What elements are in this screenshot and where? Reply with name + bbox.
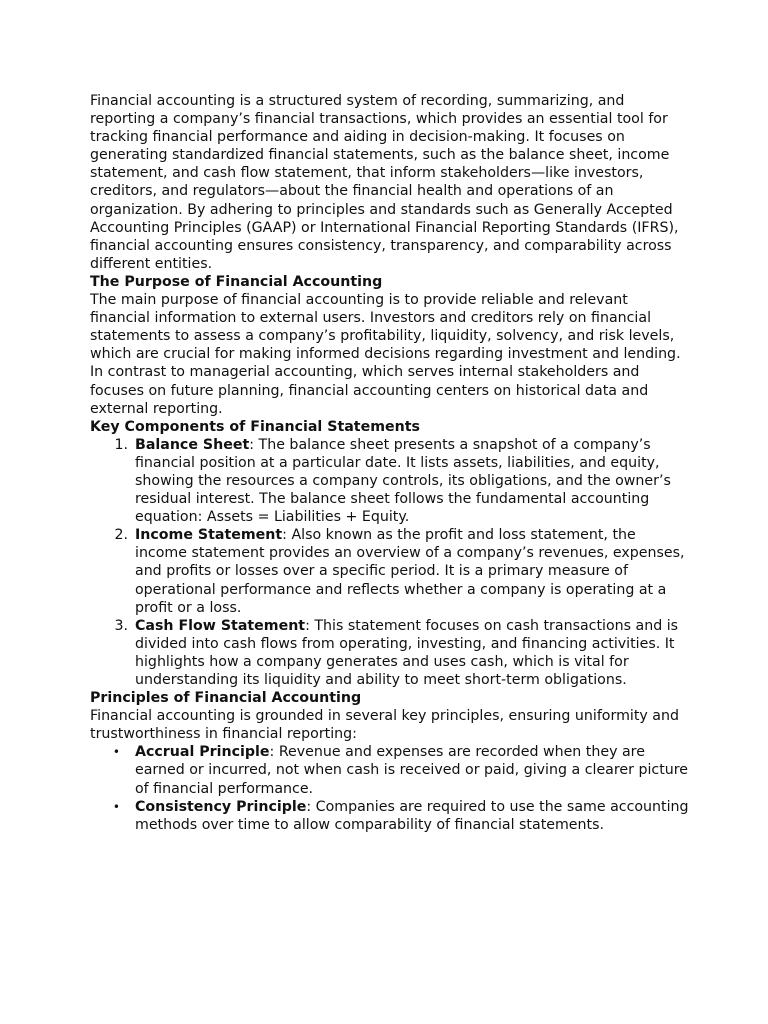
list-item (90, 798, 690, 834)
list-number: 3. (114, 617, 128, 634)
purpose-heading: The Purpose of Financial Accounting (90, 273, 383, 290)
bullet-icon: • (112, 745, 120, 760)
item-term: Income Statement (135, 527, 283, 544)
item-term: Balance Sheet (135, 436, 250, 453)
principles-intro: Financial accounting is grounded in several key principles, ensuring uniformity and trustworthiness in financial reporting: (90, 708, 679, 743)
intro-paragraph: Financial accounting is a structured system of recording, summarizing, and reporting a company’s financial transactions, which provides an essential tool for tracking financial performance and aiding in decision-making. It focuses on generating standardized financial statements, such as the balance sheet, income statement, and cash flow statement, that inform stakeholders—like investors, creditors, and regulators—about the financial health and operations of an organization. By adhering to principles and standards such as Generally Accepted Accounting Principles (GAAP) or International Financial Reporting Standards (IFRS), financial accounting ensures consistency, transparency, and comparability across different entities. (90, 93, 679, 272)
item-text: : Companies are required to use the same accounting methods over time to allow comparability of financial statements. (135, 798, 689, 833)
item-text: : This statement focuses on cash transactions and is divided into cash flows from operating, investing, and financing activities. It highlights how a company generates and uses cash, which is vital for understanding its liquidity and ability to meet short-term obligations. (135, 617, 679, 688)
components-list (90, 436, 690, 689)
purpose-paragraph: The main purpose of financial accounting is to provide reliable and relevant financial information to external users. Investors and creditors rely on financial statements to assess a company’s profitability, liquidity, solvency, and risk levels, which are crucial for making informed decisions regarding investment and lending. In contrast to managerial accounting, which serves internal stakeholders and focuses on future planning, financial accounting centers on historical data and external reporting. (90, 292, 681, 417)
components-heading: Key Components of Financial Statements (90, 418, 420, 435)
list-item (90, 617, 690, 689)
item-text: : Revenue and expenses are recorded when they are earned or incurred, not when cash is received or paid, giving a clearer picture of financial performance. (135, 744, 689, 797)
bullet-icon: • (112, 799, 120, 814)
item-term: Cash Flow Statement (135, 617, 306, 634)
list-item (90, 526, 690, 616)
item-term: Accrual Principle (135, 744, 270, 761)
principles-heading: Principles of Financial Accounting (90, 690, 362, 707)
list-number: 2. (114, 527, 128, 544)
document-page (90, 92, 690, 834)
list-item (90, 743, 690, 797)
item-text: : Also known as the profit and loss statement, the income statement provides an overview of a company’s revenues, expenses, and profits or losses over a specific period. It is a primary measure of operational performance and reflects whether a company is operating at a profit or a loss. (135, 527, 685, 616)
list-item (90, 436, 690, 526)
principles-list (90, 743, 690, 833)
item-term: Consistency Principle (135, 798, 307, 815)
item-text: : The balance sheet presents a snapshot of a company’s financial position at a particular date. It lists assets, liabilities, and equity, showing the resources a company controls, its obligations, and the owner’s residual interest. The balance sheet follows the fundamental accounting equation: Assets = Liabilities + Equity. (135, 436, 671, 526)
list-number: 1. (114, 436, 128, 453)
